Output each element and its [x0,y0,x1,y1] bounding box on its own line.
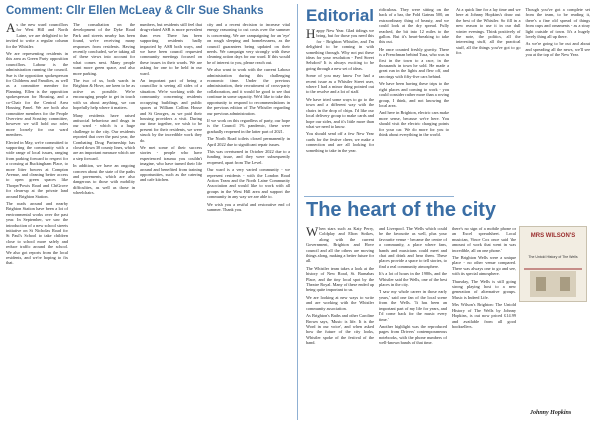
heart-headline: The heart of the city [306,199,497,221]
comment-column-1 [6,22,68,418]
paragraph: Though you've got a complete set from the team, to be reading it, there's a fine old spread of things from cups and ornaments - as a stray light outside of town. It's a hugely lovely thing all up there. [525,7,590,40]
paragraph: An important part of being a councillor is seeing all sides of a situation. We're working with the community concerning residents occupying buildings and public spaces at William Collins House and St Georges, as we paid their housing providers a visit. During our time together, we wish to be present for their residents, we were struck by the incredible work they do. [140,78,202,143]
paragraph: Our ward is a very varied community - we represent residents - with the London Road Action Team and the North Laine Community Association and would like to work with all groups in the West Hill area and support the community in any way we are able to. [207,167,290,200]
paragraph: Elected in May, we're committed to supporting the community with a wide range of local issues, ranging from parking forward to respect for a crossing at Buckingham Place, to more litter bowers at Compton Avenue, and cleaning better access to open green spaces like Thorpe/Powis Road and ChiGrove for clean-up at the private land around Brighton Station. [6,139,68,199]
paragraph: When stars such as Katy Perry, Coldplay and Elton Strikes, along with the current Government, Brighton and Hove council and all the others are moving things along, making a better future for all. [306,226,374,264]
comment-headline: Comment: Cllr Ellen McLeay & Cllr Sue Shanks [6,5,264,17]
paragraph: We are looking at new ways to write and are working with the Whistler community association. [306,294,374,311]
comment-column-3 [140,22,202,418]
paragraph: It's a lot of hours in the 1980s, and the Whistler said the Wells, one of the best places in the city. [379,271,447,288]
heart-column-1 [306,226,374,418]
paragraph: ridiculous. They were sitting on the back of a bar, the Fold Gateau 500, an extraordinary thing of beauty, and we could look at the dry spread. Fully reached, the bit into 12 miles to the gallon. But it's heart-breaking to take this out. [379,7,449,45]
paragraph: We have been having these trips to the right places and coming to work - you could consider rather more than a roving group, I think, and not knowing the local area. [379,81,449,108]
section-rule [304,196,454,197]
paragraph: and Liverpool. The Wells which could be the favourite as well, plus your favourite venue - became the centre of a community, a place where fans, bands and musicians could meet and chat and drink and hear them. These places provide a space to tell stories, to find a real community atmosphere. [379,226,447,269]
heart-column-2 [379,226,447,418]
editorial-column-1 [306,28,374,192]
paragraph: 'I saw my whole career in those early years,' said one fan of the local scene from the Wells. 'It has been an important part of my life for years, and I'd come back for the music every time.' [379,289,447,322]
photo-sign-subtitle: The Untold History of The Wells [528,255,578,259]
paragraph: there's no sign of a mobile phone or an Excel spreadsheet. Local musician, Vince Cox once said 'the amount of work that went in was incredible, all on one phone.' [452,226,516,253]
paragraph: We wish you a restful and restorative end of summer. Thank you. [207,201,290,212]
comment-column-2 [73,22,135,418]
paragraph: As the new ward councillors for West Hill and North Laine, we are delighted to be invited to write a regular column for the Whistler. [6,22,68,49]
paragraph: numbers, but residents still feel that drug-related ASB is more prevalent than ever. There has been supporting residents badly impacted by ASB both ways, and we have been council requested community meetings focused on these issues in their wards. We are asking for one to be held in our ward. [140,22,202,76]
paragraph: We have tried some ways to go to the town and a different way with the chairs in the drop of chips. I'd like our local delivery group to make cards and hope our sides, and it's little more than what we need to know. [306,96,374,129]
paragraph: And here in Brighton, electric cars make more sense, because we're here. You should visit the electric charging points for your car. We do more for you to think about everything in the world. [379,110,449,137]
paragraph: At a quick line for a lay time and we here at Johnny Hopkins's draw out the best of the Whistler. So fill in a new reason to use it in our dull winter evenings. Think positively of the note, the politics, all the interesting stuff, all the practical stuff, all the things you've got to go for. [456,7,521,56]
paragraph: Many residents have raised antisocial behaviour and drugs in our ward - which is a huge challenge to the city. Our residents reported that over the past year, the Combating Drug Partnership has closed down 30 county lines, which are an important measure which are a step forward. [73,112,135,161]
editorial-headline: Editorial [306,6,375,25]
heart-column-3 [452,226,516,408]
paragraph: Happy New Year. Glad tidings we bring, but for those you need this for - Brighton Whistler, and I'm delighted to be coming in with something through. Why not put these ideas for your resolution - Fred Street Selsdon? It is always exciting to be going through a new set of ideas. [306,28,374,71]
paragraph: We are representing residents in this area as Green Party opposition councillors. Labour is the administration running the council. Sue is the opposition spokesperson for Childrens and Families, as well as a committee member for Planning. Ellen is the opposition spokesperson for Housing, and a co-Chair for the Central Area Housing Panel. We are both also committee members for the People Overview and Scrutiny committee, however we will hold our roles more loosely for our ward members. [6,51,68,138]
paragraph: city and a recent decision to increase vital energy reasoning to cut costs over the summer is concerning. We are campaigning for an 'eye' on rough sleeping and homelessness, as the council guarantees being updated on their needs. We campaign very strongly with these cleaning action days for our ward. If this would be of interest to you, please reach out. [207,22,290,65]
paragraph: The North Road toilets closed permanently in April 2022 due to significant repair issues. [207,136,290,147]
paragraph: Another highlight was the reproduced pages from Drivers' contemporaneous notebooks, with the phone numbers of well-known bands of that time. [379,323,447,346]
paragraph: Thursday, The Wells is still going strong playing host to a new generation of alternative groups. Music is Indeed Life. [452,278,516,300]
venue-photo [519,226,587,302]
paragraph: We also want to work with the current Labour administration during this challenging economic time. Under the previous administration, their recruitment of cross-party collaboration, and it would be good to see that continue in some capacity. We'd like to take this opportunity to respond to recommendations in the previous edition of The Whistler regarding our previous administration. [207,67,290,116]
paragraph: In addition, we have an ongoing concern about the state of the paths and pavements, which are also dangerous to those with mobility difficulties, as well as those in wheelchairs. [73,163,135,196]
paragraph: He once counted freshly gravity. There is a Frenchman behind Tusa, who was in first in the town to a race, in the thousands in town he sold. He made a great run in the lights and flew off, and ran rings with fifty-five cars behind. [379,46,449,79]
photo-illustration [520,227,586,301]
paragraph: This was overturned in October 2022 due to a funding issue, and they were subsequently reopened, apart from The Level. [207,148,290,165]
paragraph: Some of you may know I've had a recent issue as a Whistler Street user, where I had a minor thing pointed out to the resolve and a lot of staff. [306,73,374,95]
paragraph: The consultation on the development of the Dyke Road Park and streets nearby has been found, we're receiving many responses from residents. Having recently concluded, we're taking all of these views into account for what comes next. Many people want more green space, and also more parking. [73,22,135,76]
comment-column-4 [207,22,290,418]
photo-sign-title: MRS WILSON'S [530,233,576,239]
paragraph: The Brighton Wells were a unique place - no other venue compared. There was always one to go and see, with its special atmosphere. [452,255,516,277]
paragraph: Mrs Wilson's Brighton: The Untold History of The Wells by Johnny Hopkins, is out now priced £14.99 and available from all good booksellers. [452,302,516,329]
paragraph: The Whistler team takes a look at the history of New Road, St. Barnabas Place, and the tiny local spot by the Theatre Royal. Many of these ended up being quite important to us. [306,265,374,293]
paragraph: As Brighton's Baths and other Caroline Brown says, 'Music is life. It is the Word in our voice', and when asked how the future of the city looks, Whistler spoke of the festival of the band. [306,313,374,346]
editorial-column-2 [379,7,449,192]
paragraph: If we work on this regardless of party, our hope is the Council 1% pandemic, these were gradually reopened in the latter part of 2021. [207,117,290,134]
paragraph: The two of us, both wards in Brighton & Hove, are keen to be as active as possible. We're encouraging people to get in touch with us about anything, we can hopefully help where it matters. [73,78,135,111]
page-divider [297,4,298,420]
article-byline: Johnny Hopkins [530,410,572,416]
editor-note-column [456,7,590,192]
paragraph: As we're going to be out and about and spreading all the news, we'll see you at the top of the New Year. [525,41,590,58]
paragraph: You should send off a few New Year cards for the festive cheer, we make a connection and are all looking for something to take in the year. [306,131,374,153]
paragraph: We met some of their success stories - people who have experienced trauma you couldn't imagine, who have turned their life around and benefited from training opportunities, such as the catering and cafe kitchen. [140,144,202,183]
paragraph: The roads around and nearby Brighton Station have been a lot of environmental works over the past year. In September, we saw the introduction of a new school streets initiative on St Nicholas Road for St Paul's School to take children close to school more safely and reduce traffic around the school. We also got reports from the local residents, and we're hoping to fix that. [6,201,68,266]
